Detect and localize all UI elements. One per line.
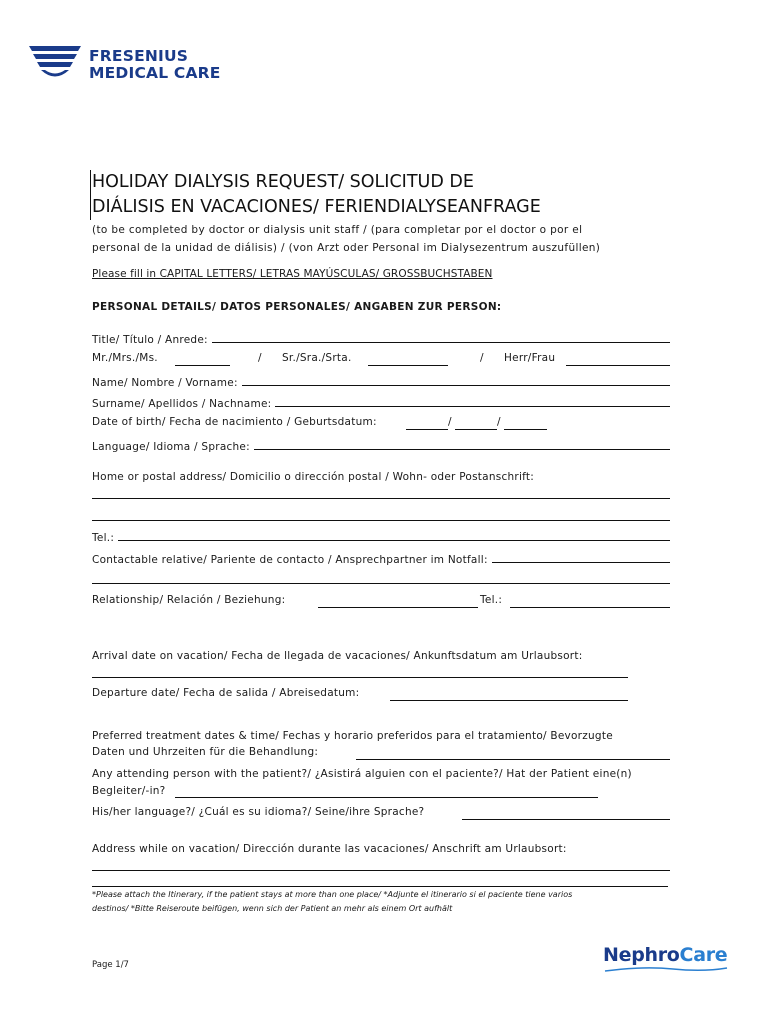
relationship-input-line[interactable] <box>318 607 478 608</box>
subtitle-line-2: personal de la unidad de diálisis) / (von Arzt oder Personal im Dialysezentrum auszufüllen) <box>92 242 601 254</box>
separator-2: / <box>480 352 484 364</box>
title-label: Title/ Título / Anrede: <box>92 334 208 346</box>
tel-field-row <box>92 528 670 544</box>
title-field-row <box>92 330 670 346</box>
nephrocare-swoosh-icon <box>603 966 731 974</box>
tel-label: Tel.: <box>92 532 115 544</box>
his-language-label: His/her language?/ ¿Cuál es su idioma?/ Seine/ihre Sprache? <box>92 806 425 818</box>
dob-year-line[interactable] <box>504 429 547 430</box>
capital-letters-note: Please fill in CAPITAL LETTERS/ LETRAS MAYÚSCULAS/ GROSSBUCHSTABEN <box>92 268 493 280</box>
vacation-address-input-line-2[interactable] <box>92 886 668 887</box>
nephrocare-wordmark <box>603 944 731 966</box>
mr-label: Mr./Mrs./Ms. <box>92 352 158 364</box>
relative-label: Contactable relative/ Pariente de contacto / Ansprechpartner im Notfall: <box>92 554 488 566</box>
departure-input-line[interactable] <box>390 700 628 701</box>
document-title <box>90 170 692 220</box>
surname-label: Surname/ Apellidos / Nachname: <box>92 398 272 410</box>
sr-input-line[interactable] <box>368 365 448 366</box>
vacation-address-label: Address while on vacation/ Dirección durante las vacaciones/ Anschrift am Urlaubsort: <box>92 843 567 855</box>
dob-sep-2: / <box>497 416 501 428</box>
his-language-input-line[interactable] <box>462 819 670 820</box>
fresenius-mark-icon <box>27 43 83 83</box>
preferred-label-line-1: Preferred treatment dates & time/ Fechas y horario preferidos para el tratamiento/ Bevorzugte <box>92 730 613 742</box>
itinerary-footnote <box>92 888 670 916</box>
fresenius-wordmark <box>89 48 221 82</box>
vacation-address-input-line-1[interactable] <box>92 870 670 871</box>
herr-input-line[interactable] <box>566 365 670 366</box>
personal-details-heading: PERSONAL DETAILS/ DATOS PERSONALES/ ANGABEN ZUR PERSON: <box>92 301 502 313</box>
address-label: Home or postal address/ Domicilio o dirección postal / Wohn- oder Postanschrift: <box>92 471 535 483</box>
herr-label: Herr/Frau <box>504 352 556 364</box>
preferred-label-line-2: Daten und Uhrzeiten für die Behandlung: <box>92 746 319 758</box>
name-input-line[interactable] <box>242 385 670 386</box>
language-field-row <box>92 437 670 453</box>
arrival-input-line[interactable] <box>92 677 628 678</box>
dob-label: Date of birth/ Fecha de nacimiento / Geburtsdatum: <box>92 416 377 428</box>
logo-line-2: MEDICAL CARE <box>89 64 221 82</box>
address-input-line-1[interactable] <box>92 498 670 499</box>
dob-day-line[interactable] <box>406 429 448 430</box>
nephrocare-logo <box>603 944 731 974</box>
attending-input-line[interactable] <box>175 797 598 798</box>
dob-month-line[interactable] <box>455 429 497 430</box>
title-line-2: DIÁLISIS EN VACACIONES/ FERIENDIALYSEANFRAGE <box>92 197 541 217</box>
separator-1: / <box>258 352 262 364</box>
relative-tel-label: Tel.: <box>480 594 503 606</box>
relative-input-line-2[interactable] <box>92 583 670 584</box>
name-label: Name/ Nombre / Vorname: <box>92 377 238 389</box>
nephro-part: Nephro <box>603 944 680 966</box>
sr-label: Sr./Sra./Srta. <box>282 352 352 364</box>
subtitle-line-1: (to be completed by doctor or dialysis unit staff / (para completar por el doctor o por el <box>92 224 583 236</box>
title-input-line[interactable] <box>212 342 670 343</box>
footnote-line-1: *Please attach the Itinerary, if the patient stays at more than one place/ *Adjunte el itinerario si el paciente tiene varios <box>92 890 573 899</box>
surname-field-row <box>92 394 670 410</box>
relative-input-line[interactable] <box>492 562 670 563</box>
surname-input-line[interactable] <box>275 406 670 407</box>
name-field-row <box>92 373 670 389</box>
document-subtitle <box>92 221 692 257</box>
address-input-line-2[interactable] <box>92 520 670 521</box>
footnote-line-2: destinos/ *Bitte Reiseroute beifügen, wenn sich der Patient an mehr als einem Ort aufhält <box>92 904 453 913</box>
logo-line-1: FRESENIUS <box>89 47 189 65</box>
care-part: Care <box>679 944 728 966</box>
tel-input-line[interactable] <box>118 540 670 541</box>
attending-label-line-2: Begleiter/-in? <box>92 785 166 797</box>
language-input-line[interactable] <box>254 449 670 450</box>
preferred-input-line[interactable] <box>356 759 670 760</box>
departure-label: Departure date/ Fecha de salida / Abreisedatum: <box>92 687 360 699</box>
mr-input-line[interactable] <box>175 365 230 366</box>
relationship-label: Relationship/ Relación / Beziehung: <box>92 594 286 606</box>
page-number: Page 1/7 <box>92 960 129 970</box>
arrival-label: Arrival date on vacation/ Fecha de llegada de vacaciones/ Ankunftsdatum am Urlaubsort: <box>92 650 583 662</box>
language-label: Language/ Idioma / Sprache: <box>92 441 250 453</box>
attending-label-line-1: Any attending person with the patient?/ ¿Asistirá alguien con el paciente?/ Hat der Patient eine(n) <box>92 768 632 780</box>
title-line-1: HOLIDAY DIALYSIS REQUEST/ SOLICITUD DE <box>92 172 474 192</box>
relative-field-row <box>92 550 670 566</box>
fresenius-logo <box>27 43 237 87</box>
dob-sep-1: / <box>448 416 452 428</box>
relative-tel-input-line[interactable] <box>510 607 670 608</box>
